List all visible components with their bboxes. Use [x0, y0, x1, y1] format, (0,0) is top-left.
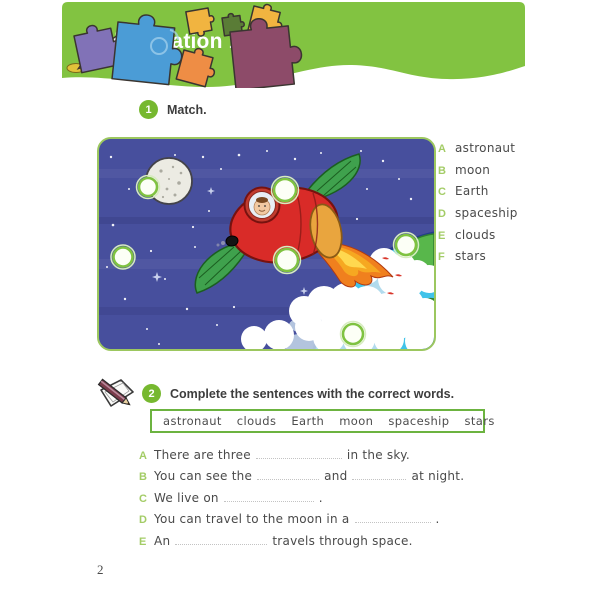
match-target-clouds[interactable] — [341, 322, 366, 347]
sentence-text: . — [318, 490, 323, 505]
sentence-row — [139, 533, 464, 554]
match-options — [438, 141, 518, 271]
match-target-stars[interactable] — [111, 245, 135, 269]
match-option-item[interactable] — [438, 249, 518, 271]
sentence-segments — [154, 447, 410, 462]
sentence-row — [139, 490, 464, 511]
match-option-item[interactable] — [438, 228, 518, 250]
word-bank — [150, 409, 495, 433]
match-option-item[interactable] — [438, 163, 518, 185]
sentence-blank[interactable] — [256, 447, 342, 459]
match-target-spaceship[interactable] — [274, 247, 301, 274]
sentence-row — [139, 511, 464, 532]
sentence-text: You can travel to the moon in a — [154, 512, 350, 527]
sentences-list — [139, 447, 464, 554]
sentence-segments — [154, 511, 440, 526]
option-word: astronaut — [455, 141, 516, 155]
sentence-segments — [154, 533, 413, 548]
word-bank-word[interactable]: astronaut — [163, 414, 222, 428]
match-scene — [97, 137, 436, 351]
match-target-astronaut[interactable] — [272, 177, 299, 204]
sentence-text: An — [154, 533, 171, 548]
sentence-blank[interactable] — [257, 468, 319, 480]
exercise1-header — [139, 100, 207, 119]
word-bank-word[interactable]: moon — [339, 414, 374, 428]
writing-exercise-icon — [91, 376, 135, 410]
sentence-blank[interactable] — [224, 490, 314, 502]
sentence-text: and — [324, 469, 348, 484]
sentence-letter: D — [139, 514, 147, 527]
word-bank-word[interactable]: Earth — [291, 414, 325, 428]
sentence-letter: B — [139, 471, 147, 484]
sentence-text: You can see the — [154, 469, 253, 484]
option-letter: D — [438, 208, 446, 221]
option-letter: E — [438, 229, 446, 242]
sentence-text: We live on — [154, 490, 219, 505]
page-banner — [62, 2, 525, 98]
page-number: 2 — [97, 562, 104, 577]
sentence-blank[interactable] — [355, 511, 431, 523]
exercise2-header — [142, 384, 454, 403]
option-word: clouds — [455, 227, 496, 242]
sentence-letter: A — [139, 450, 147, 462]
option-letter: F — [438, 251, 445, 264]
word-bank-word[interactable]: stars — [464, 414, 495, 428]
exercise1-number-badge: 1 — [139, 100, 158, 119]
option-letter: A — [438, 143, 446, 155]
option-word: moon — [455, 162, 491, 177]
match-option-item[interactable] — [438, 141, 518, 163]
sentence-letter: C — [139, 492, 147, 505]
match-target-earth[interactable] — [394, 233, 419, 258]
sentence-blank[interactable] — [352, 468, 406, 480]
option-letter: C — [438, 186, 446, 199]
page-title: Station — [150, 30, 223, 53]
option-word: stars — [455, 249, 486, 264]
exercise2-number-badge: 2 — [142, 384, 161, 403]
match-target-moon[interactable] — [137, 176, 160, 199]
match-option-item[interactable] — [438, 184, 518, 206]
option-letter: B — [438, 164, 446, 177]
match-option-item[interactable] — [438, 206, 518, 228]
exercise1-instruction: Match. — [167, 102, 207, 117]
sentence-segments — [154, 490, 323, 505]
sentence-text: travels through space. — [272, 533, 413, 548]
sentence-letter: E — [139, 535, 147, 548]
sentence-text: There are three — [154, 448, 251, 462]
option-word: spaceship — [455, 206, 518, 221]
word-bank-word[interactable]: clouds — [236, 414, 277, 428]
sentence-row — [139, 447, 464, 468]
sentence-text: in the sky. — [346, 448, 410, 462]
sentence-segments — [154, 468, 464, 483]
sentence-text: at night. — [411, 469, 465, 484]
exercise2-instruction: Complete the sentences with the correct words. — [170, 386, 455, 401]
sentence-blank[interactable] — [175, 533, 267, 545]
option-word: Earth — [455, 184, 489, 199]
word-bank-word[interactable]: spaceship — [388, 414, 450, 428]
sentence-row — [139, 468, 464, 489]
puzzle-pieces-illustration — [62, 2, 303, 88]
sentence-text: . — [435, 512, 440, 527]
